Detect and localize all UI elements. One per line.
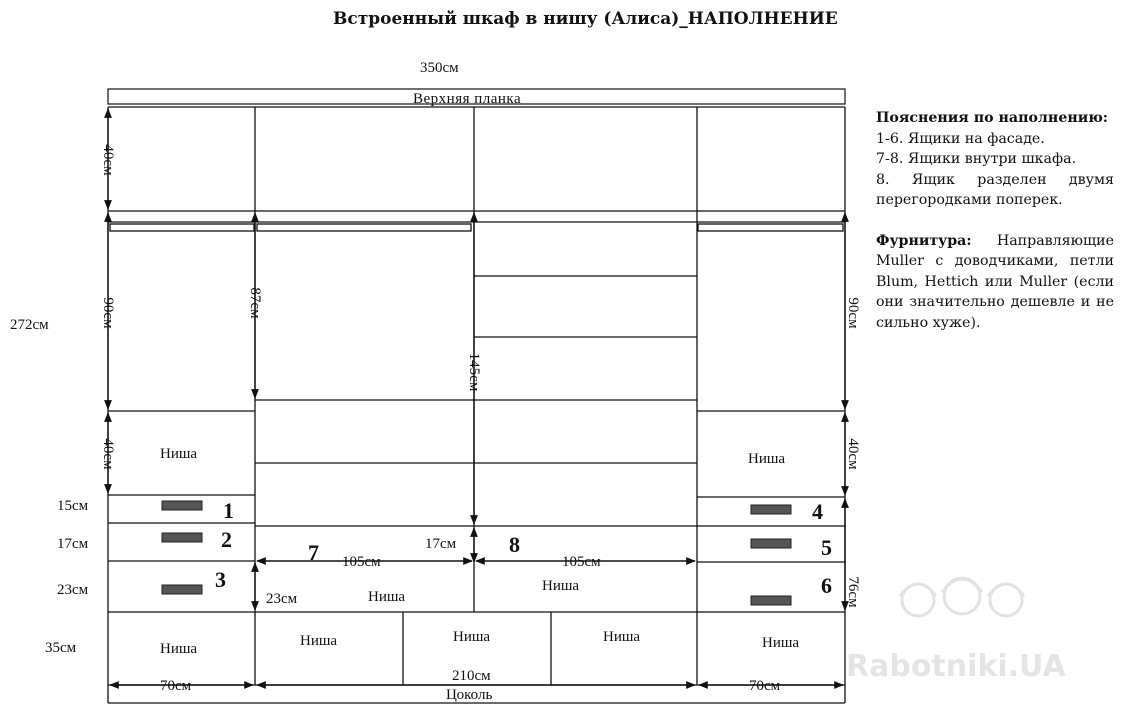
- niche-left-mid: Ниша: [160, 446, 198, 462]
- drawer-number-3: 3: [215, 567, 226, 592]
- dim-35: 35см: [45, 640, 77, 656]
- dim-23-center: 23см: [266, 591, 298, 607]
- dim-15: 15см: [57, 498, 89, 514]
- niche-bottom-4: Ниша: [603, 629, 641, 645]
- dim-40-right-mid: 40см: [845, 438, 861, 470]
- notes-line-2: 7-8. Ящики внутри шкафа.: [876, 151, 1077, 167]
- drawer-number-6: 6: [821, 573, 832, 598]
- niche-bottom-2: Ниша: [300, 633, 338, 649]
- niche-right-mid: Ниша: [748, 451, 786, 467]
- notes-panel: [876, 108, 1114, 333]
- dim-105-left: 105см: [342, 554, 381, 570]
- dimension-lines: [108, 109, 845, 685]
- niche-center-left: Ниша: [368, 589, 406, 605]
- drawer-number-1: 1: [223, 498, 234, 523]
- dim-87: 87см: [247, 287, 263, 319]
- plinth-label: Цоколь: [446, 687, 493, 703]
- fittings-heading: Фурнитура:: [876, 232, 972, 249]
- dim-272: 272см: [10, 317, 49, 333]
- fittings-text: Направляющие Muller с доводчиками, петли Blum, Hettich или Muller (если они значительно дешевле и не сильно хуже).: [876, 232, 1114, 331]
- drawer-handle-3: [162, 585, 202, 594]
- drawer-number-7: 7: [308, 540, 319, 565]
- dim-90-right: 90см: [845, 297, 861, 329]
- top-plank-label: Верхняя планка: [413, 91, 522, 107]
- dim-17-left: 17см: [57, 536, 89, 552]
- cabinet-frame: [108, 107, 845, 703]
- watermark: [846, 578, 1066, 684]
- dim-90-left: 90см: [100, 297, 116, 329]
- dim-40-left-mid: 40см: [100, 438, 116, 470]
- dim-76: 76см: [845, 576, 861, 608]
- dim-145: 145см: [466, 352, 482, 392]
- dim-105-right: 105см: [562, 554, 601, 570]
- drawer-number-8: 8: [509, 532, 520, 557]
- notes-line-1: 1-6. Ящики на фасаде.: [876, 130, 1045, 147]
- drawer-handle-6: [751, 596, 791, 605]
- niche-bottom-1: Ниша: [160, 641, 198, 657]
- diagram-title: Встроенный шкаф в нишу (Алиса)_НАПОЛНЕНИЕ: [333, 9, 838, 29]
- dim-23-left: 23см: [57, 582, 89, 598]
- drawer-handle-1: [162, 501, 202, 510]
- fittings-paragraph: [876, 231, 1114, 334]
- drawer-number-2: 2: [221, 527, 232, 552]
- drawer-handle-2: [162, 533, 202, 542]
- width-70-right: 70см: [749, 678, 781, 694]
- notes-line-3: 8. Ящик разделен двумя перегородками поперек.: [876, 171, 1114, 208]
- dim-17-center: 17см: [425, 536, 457, 552]
- total-width-label: 350см: [420, 60, 459, 76]
- drawer-handle-5: [751, 539, 791, 548]
- notes-heading: Пояснения по наполнению:: [876, 110, 1109, 126]
- drawer-number-5: 5: [821, 535, 832, 560]
- width-70-left: 70см: [160, 678, 192, 694]
- watermark-text: Rabotniki.UA: [846, 649, 1066, 684]
- width-210: 210см: [452, 668, 491, 684]
- niche-bottom-5: Ниша: [762, 635, 800, 651]
- drawer-handle-4: [751, 505, 791, 514]
- niche-bottom-3: Ниша: [453, 629, 491, 645]
- drawer-number-4: 4: [812, 499, 823, 524]
- worker-helmets-icon: [900, 578, 1024, 616]
- niche-center-right: Ниша: [542, 578, 580, 594]
- dim-40-top: 40см: [100, 144, 116, 176]
